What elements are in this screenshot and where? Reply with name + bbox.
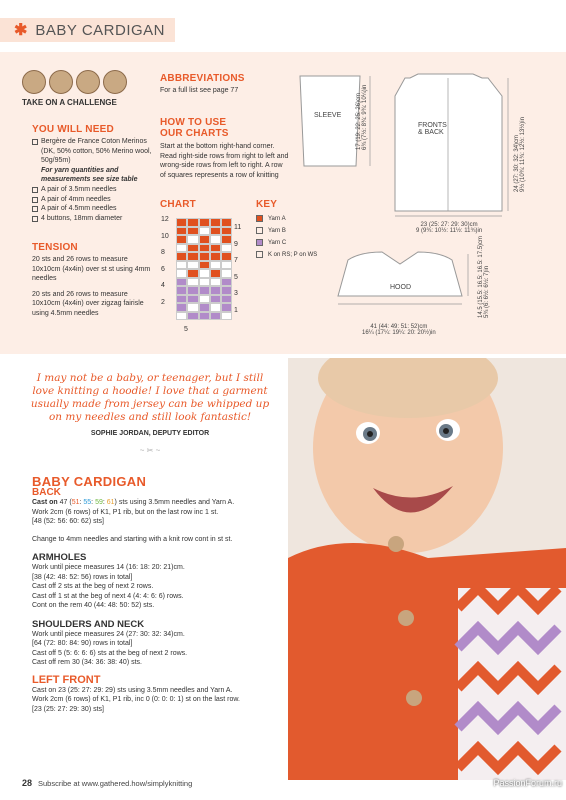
baby-illustration bbox=[288, 358, 566, 780]
chart-cell bbox=[176, 312, 187, 321]
chart-cell bbox=[187, 312, 198, 321]
instruction-line: Cont on the rem 40 (44: 48: 50: 52) sts. bbox=[32, 602, 155, 609]
chart-row-number: 3 bbox=[234, 290, 238, 297]
chart-cell bbox=[210, 261, 221, 270]
instruction-line: Change to 4mm needles and starting with a knit row cont in st st. bbox=[32, 535, 233, 543]
how-to-title-2: OUR CHARTS bbox=[160, 128, 229, 139]
chart-cell bbox=[176, 286, 187, 295]
armholes-heading: ARMHOLES bbox=[32, 552, 87, 563]
chart-cell bbox=[176, 295, 187, 304]
fb-height: 24 (27: 30: 32: 34)cm 9½ (10¾: 11¾: 12½: 13½)in bbox=[514, 117, 526, 192]
chart-cell bbox=[210, 244, 221, 253]
chart-cell bbox=[221, 278, 232, 287]
chart-cell bbox=[221, 312, 232, 321]
chart-cell bbox=[210, 278, 221, 287]
instruction-line: Cast on 23 (25: 27: 29: 29) sts using 3.5mm needles and Yarn A. bbox=[32, 686, 233, 694]
instruction-line: [64 (72: 80: 84: 90) rows in total] bbox=[32, 640, 133, 647]
shoulders-heading: SHOULDERS AND NECK bbox=[32, 618, 145, 630]
chart-row-number: 10 bbox=[161, 232, 169, 240]
chart-row-number: 7 bbox=[234, 257, 238, 264]
chart-cell bbox=[199, 269, 210, 278]
instruction-line: Work 2cm (6 rows) of K1, P1 rib, but on the last row inc 1 st. bbox=[32, 508, 219, 516]
chart-cell bbox=[221, 244, 232, 253]
chart-row-number: 12 bbox=[161, 216, 169, 223]
instruction-line: Work 2cm (6 rows) of K1, P1 rib, inc 0 (0: 0: 0: 1) st on the last row. bbox=[32, 696, 241, 703]
you-will-need-section bbox=[32, 124, 156, 223]
fronts-back-shape bbox=[395, 74, 502, 211]
hood-label: HOOD bbox=[390, 284, 411, 291]
sleeve-shape bbox=[300, 76, 360, 166]
chart-cell bbox=[187, 303, 198, 312]
zigzag-sleeve bbox=[458, 588, 566, 780]
checkbox-icon bbox=[32, 187, 38, 193]
header-tab bbox=[0, 18, 175, 42]
checkbox-icon bbox=[32, 197, 38, 203]
swatch-yarn-b bbox=[256, 227, 263, 234]
instruction-line: Cast on 47 (51: 55: 59: 61) sts using 3.5mm needles and Yarn A. bbox=[32, 499, 235, 506]
instruction-line: [38 (42: 48: 52: 56) rows in total] bbox=[32, 573, 133, 581]
abbreviations-section bbox=[160, 73, 280, 96]
back-heading: BACK bbox=[32, 487, 61, 498]
swatch-knit bbox=[256, 251, 263, 258]
chart-row-number: 9 bbox=[234, 240, 238, 248]
chart-cell bbox=[199, 295, 210, 304]
chart-cell bbox=[187, 252, 198, 261]
chart-cell bbox=[187, 218, 198, 227]
chart-cell bbox=[199, 235, 210, 244]
chart-cell bbox=[210, 295, 221, 304]
chart-cell bbox=[199, 244, 210, 253]
yarn-ball-icon bbox=[103, 70, 127, 94]
chart-cell bbox=[199, 312, 210, 321]
chart-cell bbox=[176, 303, 187, 312]
chart-cell bbox=[176, 244, 187, 253]
subscribe-link[interactable]: Subscribe at www.gathered.how/simplyknitting bbox=[38, 779, 193, 788]
chart-cell bbox=[176, 227, 187, 236]
page-header bbox=[0, 0, 566, 50]
chart-cell bbox=[210, 218, 221, 227]
chart-cell bbox=[176, 269, 187, 278]
instruction-line: Work until piece measures 24 (27: 30: 32: 34)cm. bbox=[32, 630, 185, 638]
instruction-line: Work until piece measures 14 (16: 18: 20: 21)cm. bbox=[32, 564, 185, 571]
hood-height: 14.5 (15.5: 16.5: 16.5: 17.5)cm 5¾ (6: 6½: 6½: 7)in bbox=[478, 235, 490, 318]
chart-row-number: 6 bbox=[161, 265, 165, 273]
chart-cell bbox=[221, 261, 232, 270]
chart-row-number: 8 bbox=[161, 249, 165, 256]
chart-cell bbox=[176, 218, 187, 227]
instruction-line: Cast off 1 st at the beg of next 4 (4: 4: 6: 6) rows. bbox=[32, 592, 184, 600]
chart-cell bbox=[210, 303, 221, 312]
list-item: A pair of 4mm needles bbox=[32, 195, 156, 205]
schematic-diagrams bbox=[290, 66, 560, 356]
swatch-yarn-c bbox=[256, 239, 263, 246]
chart-cell bbox=[199, 218, 210, 227]
chart-cell bbox=[221, 286, 232, 295]
checkbox-icon bbox=[32, 216, 38, 222]
chart-cell bbox=[199, 286, 210, 295]
chart-title: CHART bbox=[160, 199, 196, 210]
yarn-ball-icon bbox=[76, 70, 100, 94]
chart-cell bbox=[199, 278, 210, 287]
chart-cell bbox=[210, 312, 221, 321]
chart-cell bbox=[221, 295, 232, 304]
hood-width: 41 (44: 49: 51: 52)cm 16¼ (17¼: 19¼: 20: 20½)in bbox=[362, 324, 436, 336]
chart-cell bbox=[187, 295, 198, 304]
chart-cell bbox=[199, 261, 210, 270]
chart-cell bbox=[221, 303, 232, 312]
instruction-line: [48 (52: 56: 60: 62) sts] bbox=[32, 518, 104, 525]
chart-row-number: 5 bbox=[234, 273, 238, 281]
checkbox-icon bbox=[32, 206, 38, 212]
you-will-need-title: YOU WILL NEED bbox=[32, 124, 114, 135]
chart-cell bbox=[199, 303, 210, 312]
pattern-title: BABY CARDIGAN bbox=[32, 474, 147, 489]
chart-cell bbox=[210, 269, 221, 278]
chart-cell bbox=[176, 252, 187, 261]
chart-stitch-count: 5 bbox=[184, 326, 188, 333]
tension-section bbox=[32, 242, 156, 319]
watermark: PassionForum.ru bbox=[493, 778, 562, 788]
divider-ornament: ~ ✂ ~ bbox=[139, 446, 161, 455]
tension-text: 20 sts and 26 rows to measure 10x10cm (4x4in) over st st using 4mm needles bbox=[32, 256, 151, 283]
list-item: A pair of 3.5mm needles bbox=[32, 185, 156, 195]
sleeve-label: SLEEVE bbox=[314, 112, 342, 119]
baby-photo bbox=[288, 358, 566, 780]
yarn-ball-icon bbox=[22, 70, 46, 94]
chart-row-number: 1 bbox=[234, 306, 238, 314]
checkbox-icon bbox=[32, 139, 38, 145]
key-item: Yarn C bbox=[256, 239, 346, 246]
page-number: 28 bbox=[22, 778, 33, 788]
key-item: Yarn B bbox=[256, 227, 346, 234]
chart-cell bbox=[176, 235, 187, 244]
chart-cell bbox=[187, 286, 198, 295]
list-item: For yarn quantities and measurements see size table bbox=[41, 166, 138, 184]
yarn-ball-rating bbox=[22, 70, 148, 94]
tension-text: 20 sts and 26 rows to measure 10x10cm (4x4in) over zigzag fairisle using 4.5mm needles bbox=[32, 290, 144, 317]
instruction-line: Cast off 2 sts at the beg of next 2 rows. bbox=[32, 583, 154, 590]
chart-row-number: 2 bbox=[161, 298, 165, 306]
chart-cell bbox=[210, 235, 221, 244]
tension-title: TENSION bbox=[32, 242, 78, 253]
chart-row-number: 4 bbox=[161, 282, 165, 289]
chart-cell bbox=[221, 227, 232, 236]
chart-cell bbox=[199, 227, 210, 236]
challenge-rating bbox=[22, 70, 148, 116]
key-title: KEY bbox=[256, 199, 278, 210]
chart-cell bbox=[210, 252, 221, 261]
chart-cell bbox=[199, 252, 210, 261]
list-item: 4 buttons, 18mm diameter bbox=[32, 214, 156, 224]
chart-cell bbox=[187, 235, 198, 244]
page-title: BABY CARDIGAN bbox=[35, 21, 165, 39]
how-to-section bbox=[160, 117, 290, 180]
instruction-line: Cast off 5 (5: 6: 6: 6) sts at the beg of next 2 rows. bbox=[32, 649, 188, 657]
chart-cell bbox=[187, 227, 198, 236]
key-item: Yarn A bbox=[256, 215, 346, 222]
quote-author: SOPHIE JORDAN, DEPUTY EDITOR bbox=[90, 430, 210, 437]
list-item: A pair of 4.5mm needles bbox=[32, 204, 156, 214]
instruction-line: Cast off rem 30 (34: 36: 38: 40) sts. bbox=[32, 659, 142, 666]
chart-cell bbox=[176, 278, 187, 287]
how-to-text: Start at the bottom right-hand corner. Read right-side rows from right to left and wrong-side rows from left to right. A row of squares represents a row of knitting bbox=[160, 143, 289, 179]
key-item: K on RS; P on WS bbox=[256, 251, 346, 258]
chart-cell bbox=[210, 286, 221, 295]
chart-cell bbox=[210, 227, 221, 236]
chart-cell bbox=[176, 261, 187, 270]
left-front-heading: LEFT FRONT bbox=[32, 673, 101, 686]
swatch-yarn-a bbox=[256, 215, 263, 222]
fb-width: 23 (25: 27: 29: 30)cm 9 (9¾: 10½: 11½: 11¾)in bbox=[416, 222, 483, 234]
yarn-ball-icon bbox=[49, 70, 73, 94]
list-item: Bergère de France Coton Merinos (DK, 50% cotton, 50% Merino wool, 50g/95m) bbox=[32, 137, 156, 166]
chart-cell bbox=[221, 269, 232, 278]
chart-cell bbox=[221, 235, 232, 244]
chart-cell bbox=[187, 244, 198, 253]
fronts-back-label: FRONTS & BACK bbox=[418, 122, 447, 136]
pattern-instructions bbox=[32, 474, 282, 714]
chart-row-number: 11 bbox=[234, 224, 242, 231]
how-to-title: HOW TO USE bbox=[160, 117, 227, 128]
sleeve-dimension: 17 (19: 22: 25: 26)cm 6¾ (7½: 8¾: 9¾: 10¼)in bbox=[356, 84, 368, 150]
chart-cell bbox=[221, 218, 232, 227]
editor-quote: I may not be a baby, or teenager, but I still love knitting a hoodie! I love that a garment usually made from jersey can be whipped up on my needles and still look fantastic! bbox=[30, 372, 270, 423]
star-icon: ✱ bbox=[14, 22, 28, 39]
abbreviations-text: For a full list see page 77 bbox=[160, 87, 239, 94]
chart-cell bbox=[187, 261, 198, 270]
chart-cell bbox=[187, 269, 198, 278]
chart-cell bbox=[221, 252, 232, 261]
challenge-label: TAKE ON A CHALLENGE bbox=[22, 98, 117, 107]
instruction-line: [23 (25: 27: 29: 30) sts] bbox=[32, 705, 104, 713]
abbreviations-title: ABBREVIATIONS bbox=[160, 73, 245, 84]
chart-cell bbox=[187, 278, 198, 287]
